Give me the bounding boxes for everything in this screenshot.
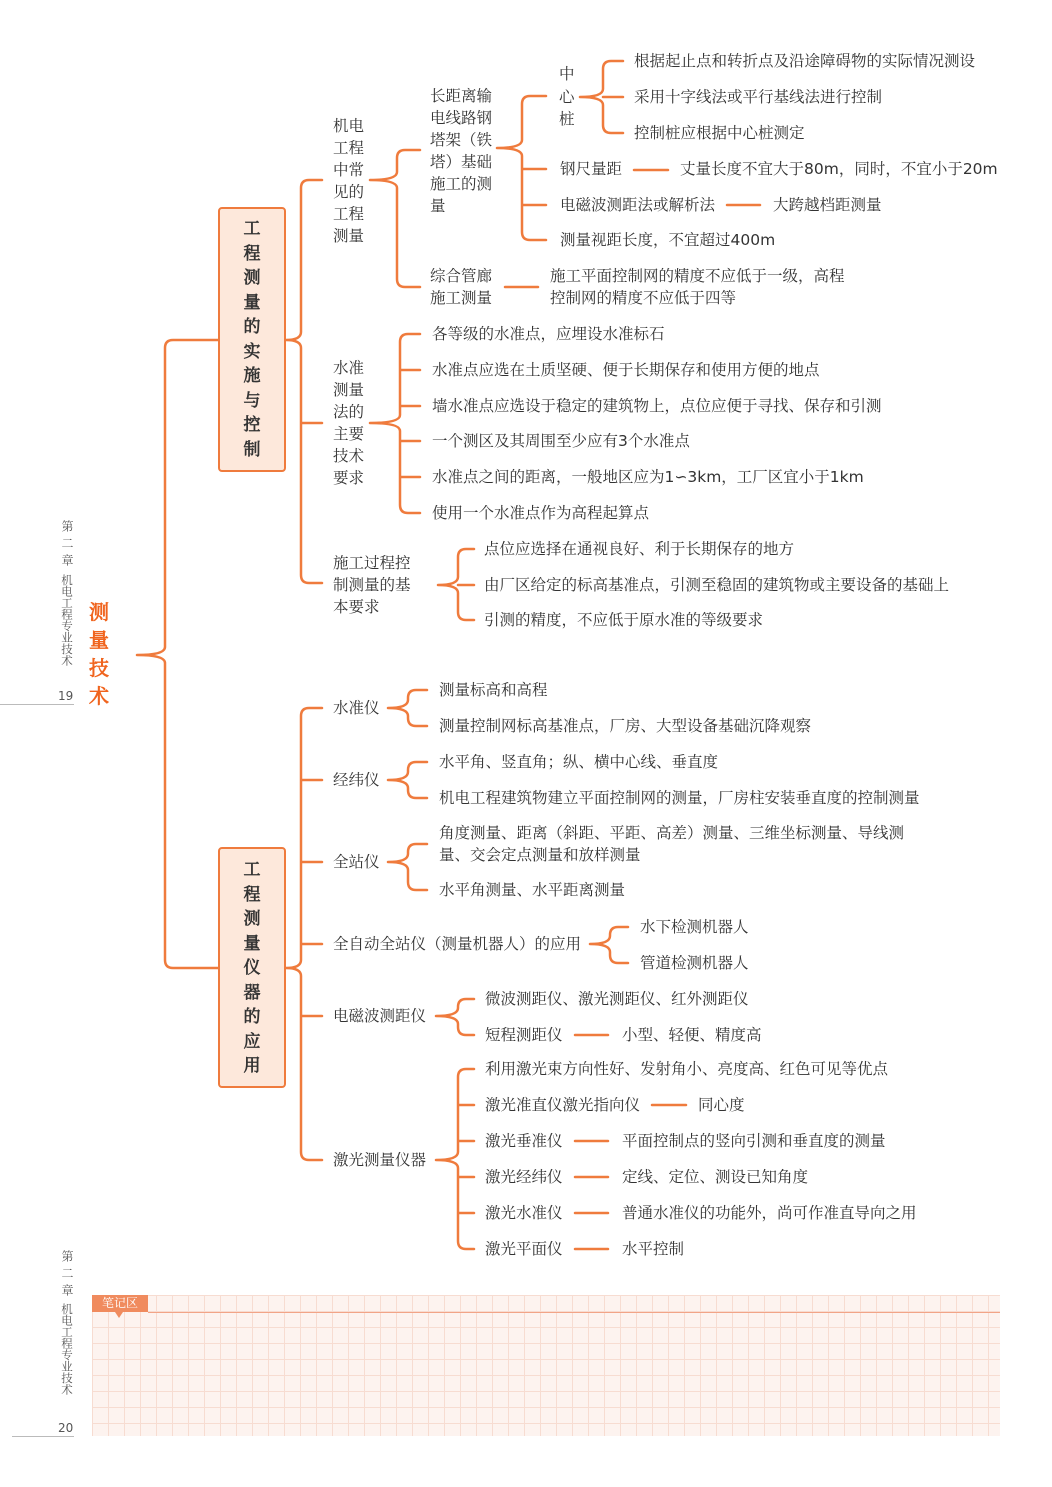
leaf-construction-control-1: 点位应选择在通视良好、利于长期保存的地方: [484, 540, 795, 558]
detail-laser-plane: 水平控制: [622, 1240, 685, 1258]
topic-common-surveys: 机电工程中常见的工程测量: [333, 117, 365, 245]
node-steel-tape-ranging: 钢尺量距: [560, 160, 623, 178]
leaf-robotic-station-2: 管道检测机器人: [640, 954, 749, 972]
connector-leveling-brace: [370, 334, 420, 513]
connector-center-stake-brace: [580, 61, 623, 133]
leaf-center-stake-1: 根据起止点和转折点及沿途障碍物的实际情况测设: [634, 52, 976, 70]
chapter-label-bottom: 第二章: [60, 1250, 74, 1301]
connector-theodolite-brace: [388, 762, 427, 798]
leaf-robotic-station-1: 水下检测机器人: [640, 918, 749, 936]
leaf-level-instrument-1: 测量标高和高程: [439, 681, 548, 699]
node-laser-plumb: 激光垂准仪: [485, 1132, 563, 1150]
leaf-total-station-1: 角度测量、距离（斜距、平距、高差）测量、三维坐标测量、导线测量、交会定点测量和放样测量: [439, 824, 905, 864]
detail-utility-tunnel-accuracy: 施工平面控制网的精度不应低于一级，高程控制网的精度不应低于四等: [550, 267, 845, 307]
branch-label-implementation-control: 工程测量的实施与控制: [243, 219, 261, 460]
connector-laser-brace: [436, 1069, 474, 1249]
leaf-theodolite-2: 机电工程建筑物建立平面控制网的测量，厂房柱安装垂直度的控制测量: [439, 789, 920, 807]
leaf-theodolite-1: 水平角、竖直角；纵、横中心线、垂直度: [439, 753, 719, 771]
leaf-leveling-2: 水准点应选在土质坚硬、便于长期保存和使用方便的地点: [432, 361, 820, 379]
node-utility-tunnel-survey: 综合管廊施工测量: [430, 267, 493, 307]
leaf-leveling-3: 墙水准点应选设于稳定的建筑物上，点位应便于寻找、保存和引测: [432, 397, 882, 415]
detail-large-span-survey: 大跨越档距测量: [773, 196, 882, 214]
node-short-range-edm: 短程测距仪: [485, 1026, 563, 1044]
node-emd-or-analytic-method: 电磁波测距法或解析法: [560, 196, 716, 214]
connector-branch2-brace: [286, 708, 322, 1160]
topic-construction-control: 施工过程控制测量的基本要求: [333, 554, 411, 616]
topic-edm-instrument: 电磁波测距仪: [333, 1007, 427, 1025]
detail-laser-theodolite: 定线、定位、测设已知角度: [622, 1168, 809, 1186]
node-laser-alignment: 激光准直仪激光指向仪: [485, 1096, 641, 1114]
leaf-laser-advantages: 利用激光束方向性好、发射角小、亮度高、红色可见等优点: [485, 1060, 889, 1078]
notes-label: 笔记区: [92, 1295, 148, 1312]
branch-label-instrument-application: 工程测量仪器的应用: [243, 860, 261, 1076]
leaf-leveling-5: 水准点之间的距离，一般地区应为1∽3km，工厂区宜小于1km: [432, 468, 864, 486]
connector-branch1-brace: [286, 180, 322, 583]
detail-short-range-edm: 小型、轻便、精度高: [622, 1026, 762, 1044]
root-node: 测量技术: [89, 600, 109, 708]
notes-header-rule: [148, 1312, 1000, 1313]
page-number-divider-top: [0, 704, 74, 705]
page-number-top: 19: [58, 689, 74, 703]
topic-level-instrument: 水准仪: [333, 699, 380, 717]
chapter-label-top: 第二章: [60, 520, 74, 571]
leaf-leveling-1: 各等级的水准点，应埋设水准标石: [432, 325, 665, 343]
topic-theodolite: 经纬仪: [333, 771, 380, 789]
node-laser-plane: 激光平面仪: [485, 1240, 563, 1258]
leaf-edm-types: 微波测距仪、激光测距仪、红外测距仪: [485, 990, 749, 1008]
notes-label-pointer: [115, 1312, 123, 1318]
leaf-leveling-6: 使用一个水准点作为高程起算点: [432, 504, 650, 522]
notes-grid-area: [92, 1295, 1000, 1436]
leaf-leveling-4: 一个测区及其周围至少应有3个水准点: [432, 432, 690, 450]
page-number-bottom: 20: [58, 1421, 74, 1435]
leaf-construction-control-2: 由厂区给定的标高基准点，引测至稳固的建筑物或主要设备的基础上: [484, 576, 950, 594]
page-number-divider-bottom: [12, 1436, 74, 1437]
node-center-stake: 中心桩: [559, 65, 575, 128]
leaf-total-station-2: 水平角测量、水平距离测量: [439, 881, 626, 899]
detail-laser-level: 普通水准仪的功能外，尚可作准直导向之用: [622, 1204, 917, 1222]
node-sight-distance-limit: 测量视距长度，不宜超过400m: [560, 231, 776, 249]
node-tower-foundation-survey: 长距离输电线路钢塔架（铁塔）基础施工的测量: [430, 87, 493, 215]
leaf-center-stake-2: 采用十字线法或平行基线法进行控制: [634, 88, 883, 106]
branch-box-implementation-control: [218, 207, 286, 472]
connector-total-station-brace: [388, 844, 427, 890]
branch-box-instrument-application: [218, 847, 286, 1088]
node-laser-theodolite: 激光经纬仪: [485, 1168, 563, 1186]
leaf-construction-control-3: 引测的精度，不应低于原水准的等级要求: [484, 611, 764, 629]
connector-root-brace: [137, 340, 218, 968]
topic-leveling-requirements: 水准测量法的主要技术要求: [333, 359, 365, 487]
subject-label-bottom: 机电工程专业技术: [60, 1303, 74, 1395]
connector-edm-brace: [436, 999, 474, 1035]
connector-common-surveys-brace: [370, 150, 420, 287]
connector-tower-foundation-brace: [497, 96, 546, 240]
connector-robotic-station-brace: [590, 927, 628, 963]
detail-steel-tape-length: 丈量长度不宜大于80m，同时，不宜小于20m: [680, 160, 998, 178]
detail-laser-alignment: 同心度: [698, 1096, 745, 1114]
subject-label-top: 机电工程专业技术: [60, 574, 74, 666]
connector-construction-control-brace: [438, 549, 474, 620]
topic-robotic-total-station: 全自动全站仪（测量机器人）的应用: [333, 935, 582, 953]
node-laser-level: 激光水准仪: [485, 1204, 563, 1222]
leaf-level-instrument-2: 测量控制网标高基准点，厂房、大型设备基础沉降观察: [439, 717, 812, 735]
topic-laser-instruments: 激光测量仪器: [333, 1151, 427, 1169]
topic-total-station: 全站仪: [333, 853, 380, 871]
connector-level-instrument-brace: [388, 690, 427, 726]
leaf-center-stake-3: 控制桩应根据中心桩测定: [634, 124, 805, 142]
detail-laser-plumb: 平面控制点的竖向引测和垂直度的测量: [622, 1132, 886, 1150]
